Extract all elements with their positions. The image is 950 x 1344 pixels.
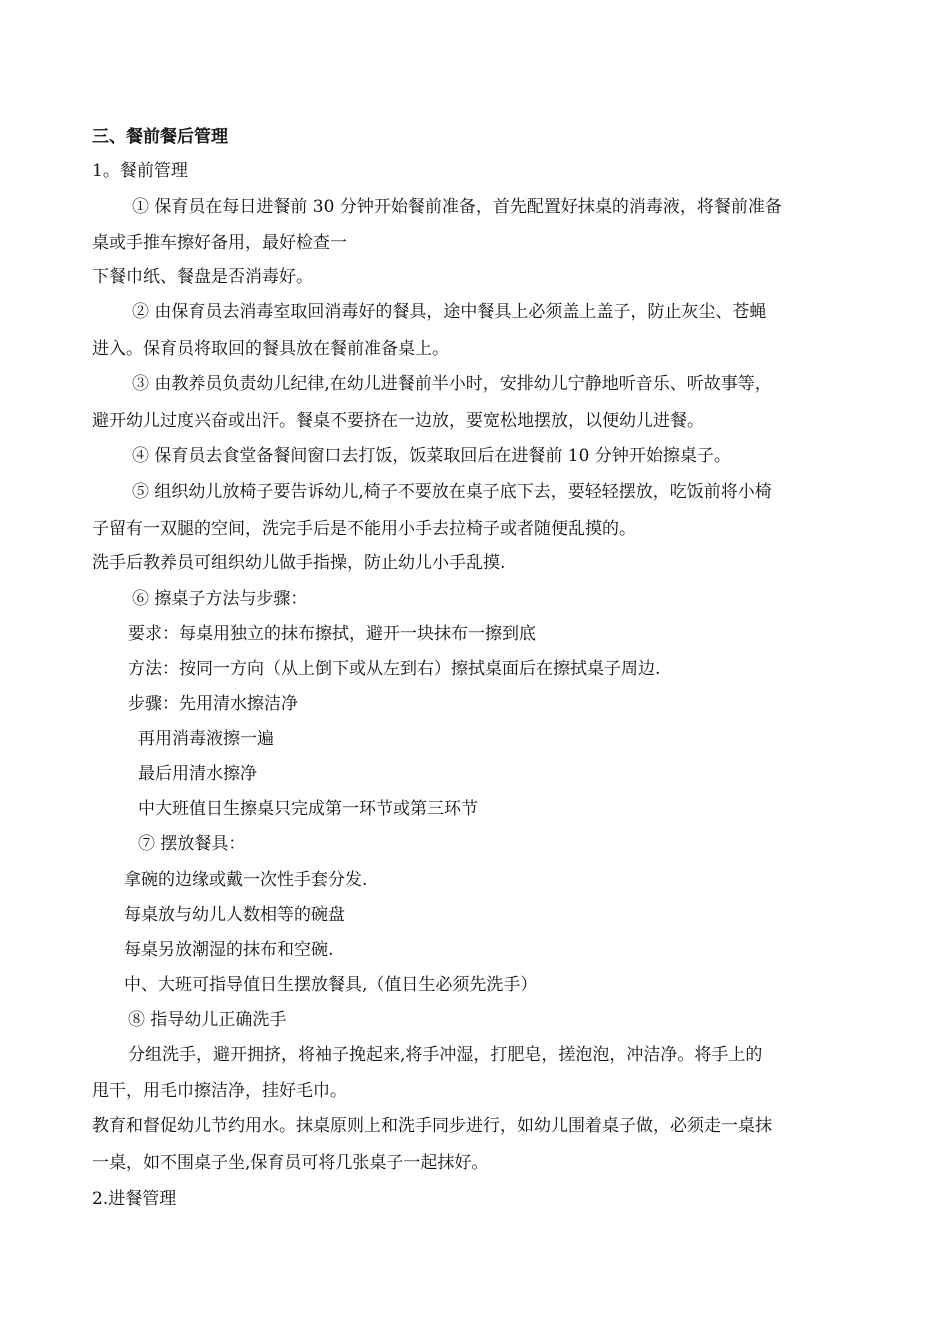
paragraph-item-5-line-3: 洗手后教养员可组织幼儿做手指操，防止幼儿小手乱摸.: [92, 553, 506, 573]
item-6-steps: 步骤：先用清水擦洁净: [128, 694, 298, 714]
paragraph-item-3-line-2: 避开幼儿过度兴奋或出汗。餐桌不要挤在一边放，要宽松地摆放，以便幼儿进餐。: [92, 411, 704, 431]
section-heading: 三、餐前餐后管理: [92, 127, 228, 147]
paragraph-item-4-line-1: ④ 保育员去食堂备餐间窗口去打饭，饭菜取回后在进餐前 10 分钟开始擦桌子。: [132, 446, 731, 466]
item-6-step-3: 最后用清水擦净: [138, 764, 257, 784]
subsection-title-premeal: 1。餐前管理: [92, 161, 188, 181]
paragraph-item-3-line-1: ③ 由教养员负责幼儿纪律,在幼儿进餐前半小时，安排幼儿宁静地听音乐、听故事等，: [132, 374, 772, 394]
paragraph-item-2-line-2: 进入。保育员将取回的餐具放在餐前准备桌上。: [92, 339, 449, 359]
item-8-line-4: 一桌，如不围桌子坐,保育员可将几张桌子一起抹好。: [92, 1153, 489, 1173]
item-8-line-2: 甩干，用毛巾擦洁净，挂好毛巾。: [92, 1081, 347, 1101]
paragraph-item-5-line-1: ⑤ 组织幼儿放椅子要告诉幼儿,椅子不要放在桌子底下去，要轻轻摆放，吃饭前将小椅: [132, 482, 772, 502]
item-6-title: ⑥ 擦桌子方法与步骤：: [132, 589, 308, 609]
item-6-step-4: 中大班值日生擦桌只完成第一环节或第三环节: [138, 799, 478, 819]
paragraph-item-1-line-1: ① 保育员在每日进餐前 30 分钟开始餐前准备，首先配置好抹桌的消毒液，将餐前准备: [132, 197, 782, 217]
item-8-line-3: 教育和督促幼儿节约用水。抹桌原则上和洗手同步进行，如幼儿围着桌子做，必须走一桌抹: [92, 1116, 772, 1136]
item-7-line-4: 中、大班可指导值日生摆放餐具,（值日生必须先洗手）: [124, 975, 538, 995]
item-8-title: ⑧ 指导幼儿正确洗手: [128, 1010, 287, 1030]
item-8-line-1: 分组洗手，避开拥挤，将袖子挽起来,将手冲湿，打肥皂，搓泡泡，冲洁净。将手上的: [128, 1045, 763, 1065]
paragraph-item-1-line-3: 下餐巾纸、餐盘是否消毒好。: [92, 267, 313, 287]
item-7-line-3: 每桌另放潮湿的抹布和空碗.: [124, 940, 334, 960]
item-7-line-1: 拿碗的边缘或戴一次性手套分发.: [124, 870, 368, 890]
item-6-step-2: 再用消毒液擦一遍: [138, 729, 274, 749]
paragraph-item-2-line-1: ② 由保育员去消毒室取回消毒好的餐具，途中餐具上必须盖上盖子，防止灰尘、苍蝇: [132, 302, 767, 322]
item-7-line-2: 每桌放与幼儿人数相等的碗盘: [124, 905, 345, 925]
item-7-title: ⑦ 摆放餐具：: [138, 834, 246, 854]
paragraph-item-1-line-2: 桌或手推车擦好备用，最好检查一: [92, 233, 347, 253]
item-6-requirement: 要求：每桌用独立的抹布擦拭，避开一块抹布一擦到底: [128, 624, 536, 644]
item-6-method: 方法：按同一方向（从上倒下或从左到右）擦拭桌面后在擦拭桌子周边.: [128, 659, 661, 679]
subsection-title-meal-management: 2.进餐管理: [92, 1189, 177, 1209]
paragraph-item-5-line-2: 子留有一双腿的空间，洗完手后是不能用小手去拉椅子或者随便乱摸的。: [92, 519, 636, 539]
